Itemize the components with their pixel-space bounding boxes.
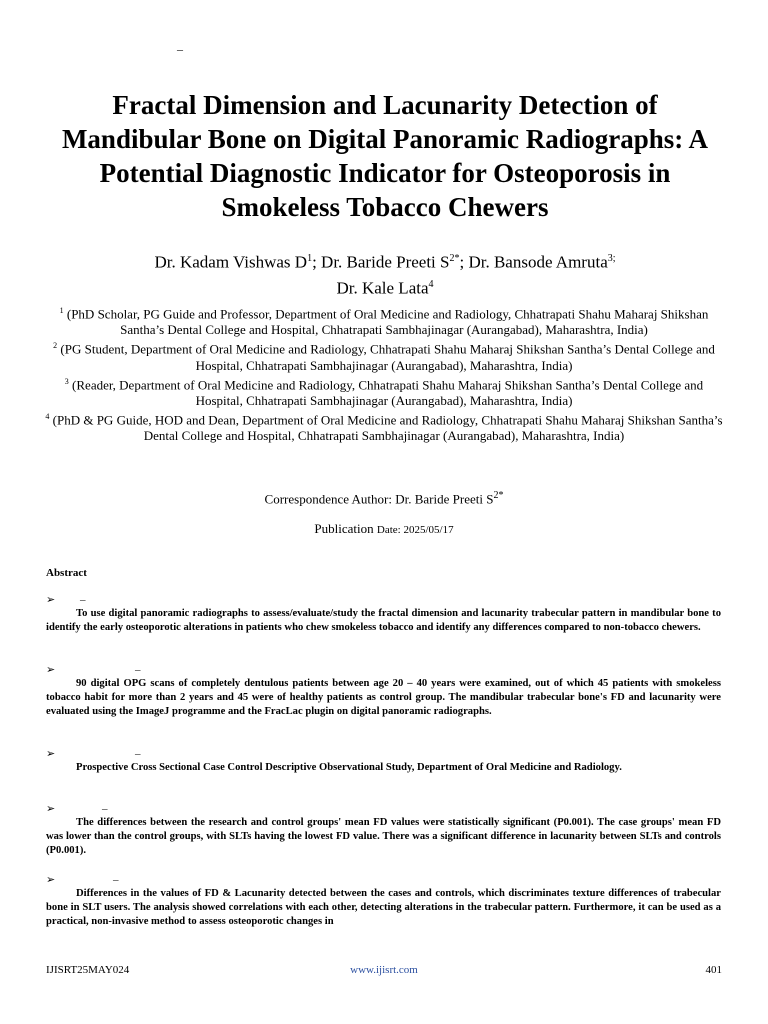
- section-bullet-marker: ➢ –: [46, 664, 141, 676]
- abstract-heading: Abstract: [46, 567, 87, 579]
- affiliation-1: [44, 303, 724, 338]
- author-separator: ;: [459, 252, 469, 272]
- section-bullet-marker: ➢ –: [46, 748, 141, 760]
- publication-date-value: Date: 2025/05/17: [376, 524, 454, 536]
- abstract-section: [46, 802, 721, 858]
- author-list: [60, 248, 710, 299]
- author-affil-sup: 2*: [449, 253, 460, 264]
- affiliation-4: [44, 409, 724, 444]
- affiliation-3: [44, 374, 724, 409]
- author-name: Dr. Kale Lata: [336, 278, 429, 298]
- affiliation-text: (PhD & PG Guide, HOD and Dean, Department of Oral Medicine and Radiology, Chhatrapati Shahu Maharaj Shikshan Santha’s Dental College and Hospital, Chhatrapati Sambhajinagar (Aurangabad), Maharashtra, India): [49, 412, 723, 444]
- footer-website-link[interactable]: www.ijisrt.com: [350, 964, 418, 976]
- affiliation-text: (Reader, Department of Oral Medicine and Radiology, Chhatrapati Shahu Maharaj Shikshan Santha’s Dental College and Hospital, Chhatrapati Sambhajinagar (Aurangabad), Maharashtra, India): [68, 376, 704, 408]
- abstract-section: [46, 873, 721, 929]
- section-paragraph: 90 digital OPG scans of completely dentulous patients between age 20 – 40 years were examined, out of which 45 patients with smokeless tobacco habit for more than 2 years and 45 were of healthy patients as control group. The mandibular trabecular bone's FD and lacunarity were evaluated using the ImageJ programme and the FracLac plugin on digital panoramic radiographs.: [46, 678, 721, 717]
- section-paragraph: The differences between the research and control groups' mean FD values were statistically significant (P0.001). The case groups' mean FD was lower than the control groups, with SLTs having the lowest FD value. There was a significant difference in lacunarity between SLTs and controls (P0.001).: [46, 817, 721, 856]
- author-separator: ;: [312, 252, 322, 272]
- abstract-section: [46, 593, 721, 635]
- affiliation-number: 3: [64, 376, 69, 386]
- section-paragraph: Differences in the values of FD & Lacunarity detected between the cases and controls, which discriminates texture differences of trabecular bone in SLT users. The analysis showed correlations with each other, detecting alterations in the trabecular pattern. Furthermore, it can be used as a practical, non-invasive method to assess osteoporotic changes in: [46, 888, 721, 927]
- footer-paper-id: IJISRT25MAY024: [46, 964, 130, 976]
- section-paragraph: To use digital panoramic radiographs to assess/evaluate/study the fractal dimension and lacunarity trabecular pattern in mandibular bone to identify the early osteoporotic alterations in patients who chew smokeless tobacco and identify any differences compared to non-tobacco chewers.: [46, 608, 721, 633]
- correspondence-author: [44, 490, 724, 507]
- correspondence-sup: 2*: [493, 490, 504, 501]
- author-affil-sup: 4: [428, 278, 434, 290]
- affiliation-number: 2: [53, 341, 58, 351]
- affiliation-number: 1: [59, 306, 64, 315]
- header-dash: –: [177, 42, 183, 56]
- publication-label: Publication: [314, 521, 377, 536]
- affiliation-number: 4: [45, 411, 50, 421]
- affiliation-list: [44, 303, 724, 444]
- affiliation-text: (PG Student, Department of Oral Medicine and Radiology, Chhatrapati Shahu Maharaj Shikshan Santha’s Dental College and Hospital, Chhatrapati Sambhajinagar (Aurangabad), Maharashtra, India): [57, 341, 715, 373]
- author-affil-sup: 3;: [607, 253, 616, 264]
- section-bullet-marker: ➢ –: [46, 803, 108, 815]
- author-affil-sup: 1: [307, 253, 313, 264]
- section-bullet-marker: ➢ –: [46, 874, 119, 886]
- author-name: Dr. Kadam Vishwas D: [154, 252, 308, 272]
- section-bullet-marker: ➢ –: [46, 594, 86, 606]
- publication-date: [44, 521, 724, 537]
- affiliation-2: [44, 338, 724, 373]
- correspondence-label: Correspondence Author: Dr. Baride Preeti S: [264, 491, 494, 507]
- abstract-section: [46, 663, 721, 719]
- abstract-section: [46, 747, 721, 775]
- paper-title: Fractal Dimension and Lacunarity Detection of Mandibular Bone on Digital Panoramic Radiographs: A Potential Diagnostic Indicator for Osteoporosis in Smokeless Tobacco Chewers: [61, 90, 709, 222]
- author-name: Dr. Bansode Amruta: [468, 252, 608, 272]
- affiliation-text: (PhD Scholar, PG Guide and Professor, Department of Oral Medicine and Radiology, Chhatrapati Shahu Maharaj Shikshan Santha’s Dental College and Hospital, Chhatrapati Sambhajinagar (Aurangabad), Maharashtra, India): [63, 306, 709, 338]
- footer-page-number: 401: [705, 964, 722, 976]
- section-paragraph: Prospective Cross Sectional Case Control Descriptive Observational Study, Department of Oral Medicine and Radiology.: [76, 762, 622, 773]
- author-name: Dr. Baride Preeti S: [321, 252, 450, 272]
